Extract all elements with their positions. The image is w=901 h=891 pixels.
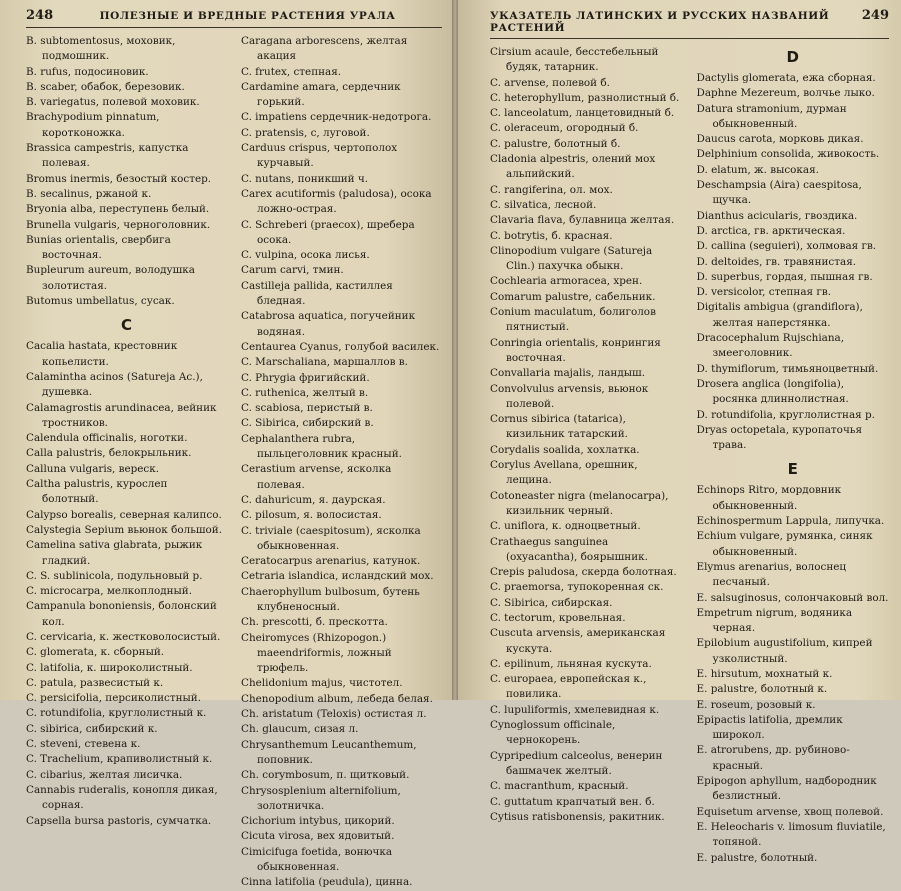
index-entry: E. roseum, розовый к. <box>696 698 816 711</box>
index-entry: Cacalia hastata, крестовник копьелисти. <box>26 340 178 368</box>
index-entry: Cytisus ratisbonensis, ракитник. <box>490 810 665 823</box>
index-entry: C. praemorsa, тупокоренная ск. <box>490 581 664 594</box>
index-entry: Dactylis glomerata, ежа сборная. <box>696 72 876 84</box>
index-entry: E. palustre, болотный. <box>696 851 818 864</box>
index-entry: C. Schreberi (praecox), шребера осока. <box>241 218 415 246</box>
right-running-title: УКАЗАТЕЛЬ ЛАТИНСКИХ И РУССКИХ НАЗВАНИЙ РАСТЕНИЙ <box>490 10 830 34</box>
index-entry: Brassica campestris, капустка полевая. <box>26 142 189 170</box>
index-entry: C. lanceolatum, ланцетовидный б. <box>490 107 675 120</box>
index-entry: Carum carvi, тмин. <box>241 264 344 277</box>
index-entry: Echium vulgare, румянка, синяк обыкновенный. <box>696 530 873 558</box>
index-entry: C. frutex, степная. <box>241 65 342 78</box>
left-columns <box>26 34 442 891</box>
index-entry: C. ruthenica, желтый в. <box>241 386 369 399</box>
index-entry: Bromus inermis, безостый костер. <box>26 172 212 185</box>
index-entry: Cynoglossum officinale, чернокорень. <box>490 719 616 747</box>
index-entry: C. rangiferina, ол. мох. <box>490 183 613 196</box>
index-entry: Dracocephalum Rujschiana, змееголовник. <box>696 332 845 360</box>
index-entry: D. versicolor, степная гв. <box>696 286 832 299</box>
index-entry: D. superbus, гордая, пышная гв. <box>696 270 873 283</box>
right-column-1 <box>490 45 683 866</box>
index-entry: Chaerophyllum bulbosum, бутень клубненосный. <box>241 585 420 613</box>
index-entry: Daucus carota, морковь дикая. <box>696 133 864 146</box>
index-entry: D. callina (seguieri), холмовая гв. <box>696 240 877 253</box>
index-entry: Calla palustris, белокрыльник. <box>26 447 192 460</box>
right-page <box>458 0 901 864</box>
index-entry: E. Heleocharis v. limosum fluviatile, топяной. <box>696 820 886 849</box>
index-entry: C. pratensis, с, луговой. <box>241 126 370 139</box>
index-entry: Cotoneaster nigra (melanocarpa), кизильник черный. <box>490 489 669 517</box>
index-entry: D. elatum, ж. высокая. <box>696 163 819 176</box>
index-entry: D. rotundifolia, круглолистная р. <box>696 408 875 421</box>
left-column-1 <box>26 34 227 891</box>
left-page-number: 248 <box>26 8 54 23</box>
index-entry: Epilobium augustifolium, кипрей узколистный. <box>696 637 873 665</box>
index-entry: Capsella bursa pastoris, сумчатка. <box>26 814 212 827</box>
section-letter-c: C <box>120 316 132 335</box>
index-entry: Cicuta virosa, вех ядовитый. <box>241 830 395 843</box>
index-entry: Caragana arborescens, желтая акация <box>241 35 408 63</box>
index-entry: Cannabis ruderalis, конопля дикая, сорная. <box>26 783 218 812</box>
left-col2-entries <box>241 34 442 891</box>
index-entry: Ceratocarpus arenarius, катунок. <box>241 555 421 568</box>
index-entry: Dianthus acicularis, гвоздика. <box>696 209 858 222</box>
index-entry: Crathaegus sanguinea (oxyacantha), боярышник. <box>490 535 648 563</box>
index-entry: Cerastium arvense, ясколка полевая. <box>241 463 392 491</box>
index-entry: Cochlearia armoracea, хрен. <box>490 275 643 288</box>
index-entry: C. guttatum крапчатый вен. б. <box>490 795 655 808</box>
left-column-2 <box>241 34 442 891</box>
index-entry: Conringia orientalis, конрингия восточная. <box>490 336 661 364</box>
index-entry: C. pilosum, я. волосистая. <box>241 509 382 522</box>
right-columns <box>490 45 889 866</box>
index-entry: C. botrytis, б. красная. <box>490 229 613 242</box>
index-entry: C. rotundifolia, круглолистный к. <box>26 707 207 720</box>
index-entry: C. tectorum, кровельная. <box>490 611 626 624</box>
right-col1-entries <box>490 45 683 825</box>
index-entry: Cypripedium calceolus, венерин башмачек желтый. <box>490 749 663 777</box>
index-entry: B. rufus, подосиновик. <box>26 65 149 78</box>
index-entry: C. dahuricum, я. даурская. <box>241 493 386 506</box>
left-running-title: ПОЛЕЗНЫЕ И ВРЕДНЫЕ РАСТЕНИЯ УРАЛА <box>99 10 396 22</box>
index-entry: C. Sibirica, сибирский в. <box>241 417 374 430</box>
right-page-number: 249 <box>861 8 889 23</box>
index-entry: Crepis paludosa, скерда болотная. <box>490 566 677 579</box>
index-entry: Brachypodium pinnatum, коротконожка. <box>26 111 160 139</box>
index-entry: Castilleja pallida, кастиллея бледная. <box>241 279 393 308</box>
index-entry: C. nutans, поникший ч. <box>241 172 369 185</box>
index-entry: Convolvulus arvensis, вьюнок полевой. <box>490 382 649 410</box>
right-running-head <box>490 8 889 39</box>
index-entry: Conium maculatum, болиголов пятнистый. <box>490 306 656 334</box>
index-entry: D. arctica, гв. арктическая. <box>696 224 846 237</box>
index-entry: Comarum palustre, сабельник. <box>490 290 656 303</box>
index-entry: Chrysosplenium alternifolium, золотничка. <box>241 784 401 812</box>
index-entry: C. Sibirica, сибирская. <box>490 596 613 609</box>
index-entry: C. Phrygia фригийский. <box>241 371 370 384</box>
index-entry: C. steveni, стевена к. <box>26 738 141 751</box>
index-entry: C. epilinum, льняная кускута. <box>490 657 652 670</box>
index-entry: Epipogon aphyllum, надбородник безлистный. <box>696 775 877 803</box>
index-entry: Calamagrostis arundinacea, вейник тростников. <box>26 401 217 429</box>
index-entry: Bupleurum aureum, володушка золотистая. <box>26 264 195 292</box>
index-entry: C. patula, развесистый к. <box>26 676 164 689</box>
index-entry: Cichorium intybus, цикорий. <box>241 815 395 828</box>
index-entry: Delphinium consolida, живокость. <box>696 148 880 161</box>
index-entry: C. latifolia, к. широколистный. <box>26 661 193 674</box>
index-entry: Centaurea Cyanus, голубой василек. <box>241 340 440 353</box>
index-entry: C. europaea, европейская к., повилика. <box>490 673 647 701</box>
index-entry: Echinospermum Lappula, липучка. <box>696 515 885 528</box>
index-entry: C. lupuliformis, хмелевидная к. <box>490 703 660 716</box>
left-col1-entries-c <box>26 339 227 829</box>
index-entry: B. scaber, обабок, березовик. <box>26 80 185 93</box>
index-entry: Cheiromyces (Rhizopogon.) maeendriformis, ложный трюфель. <box>241 631 392 675</box>
index-entry: Ch. corymbosum, п. щитковый. <box>241 769 410 782</box>
index-entry: Cinna latifolia (peudula), цинна. <box>241 876 413 889</box>
index-entry: Cirsium acaule, бесстебельный будяк, татарник. <box>490 46 659 74</box>
index-entry: Echinops Ritro, мордовник обыкновенный. <box>696 484 842 512</box>
section-letter-d: D <box>786 48 799 66</box>
index-entry: Empetrum nigrum, водяника черная. <box>696 606 853 635</box>
index-entry: C. triviale (caespitosum), ясколка обыкновенная. <box>241 524 421 552</box>
index-entry: C. persicifolia, персиколистный. <box>26 692 202 705</box>
index-entry: Campanula bononiensis, болонский кол. <box>26 600 217 628</box>
index-entry: B. subtomentosus, моховик, подмошник. <box>26 35 176 63</box>
index-entry: Caltha palustris, курослеп болотный. <box>26 478 168 506</box>
index-entry: C. heterophyllum, разнолистный б. <box>490 91 680 104</box>
index-entry: C. scabiosa, перистый в. <box>241 402 373 415</box>
index-entry: C. arvense, полевой б. <box>490 76 610 89</box>
index-entry: Chelidonium majus, чистотел. <box>241 677 403 690</box>
index-entry: Cimicifuga foetida, вонючка обыкновенная. <box>241 845 393 874</box>
index-entry: Carex acutiformis (paludosa), осока ложно-острая. <box>241 187 432 216</box>
index-entry: Ch. glaucum, сизая л. <box>241 723 359 736</box>
index-entry: D. thymiflorum, тимьяноцветный. <box>696 362 879 375</box>
index-entry: E. salsuginosus, солончаковый вол. <box>696 591 889 604</box>
index-entry: Bunias orientalis, свербига восточная. <box>26 233 171 262</box>
index-entry: Calamintha acinos (Satureja Ac.), душевка. <box>26 370 203 399</box>
index-entry: C. uniflora, к. одноцветный. <box>490 520 641 533</box>
index-entry: Dryas octopetala, куропаточья трава. <box>696 423 863 452</box>
index-entry: Cornus sibirica (tatarica), кизильник татарский. <box>490 413 628 441</box>
index-entry: C. Marschaliana, маршаллов в. <box>241 356 408 369</box>
index-entry: Digitalis ambigua (grandiflora), желтая наперстянка. <box>696 301 863 329</box>
index-entry: Calluna vulgaris, вереск. <box>26 462 160 475</box>
index-entry: Catabrosa aquatica, погучейник водяная. <box>241 310 416 338</box>
index-entry: E. palustre, болотный к. <box>696 683 828 696</box>
left-col1-entries-b <box>26 34 227 309</box>
index-entry: Cephalanthera rubra, пыльцеголовник красный. <box>241 432 402 461</box>
index-entry: Calypso borealis, северная калипсо. <box>26 508 222 521</box>
index-entry: Cardamine amara, сердечник горький. <box>241 80 401 109</box>
index-entry: Daphne Mezereum, волчье лыко. <box>696 87 875 100</box>
index-entry: Brunella vulgaris, черноголовник. <box>26 218 211 231</box>
index-entry: D. deltoides, гв. травянистая. <box>696 255 857 268</box>
section-letter-e: E <box>787 460 798 479</box>
index-entry: Cetraria islandica, исландский мох. <box>241 570 434 583</box>
index-entry: Carduus crispus, чертополох курчавый. <box>241 142 398 170</box>
index-entry: C. cibarius, желтая лисичка. <box>26 768 183 781</box>
index-entry: Calystegia Sepium вьюнок большой. <box>26 523 223 536</box>
index-entry: Chrysanthemum Leucanthemum, поповник. <box>241 738 417 766</box>
index-entry: C. S. sublinicola, подульновый р. <box>26 569 203 582</box>
index-entry: Clavaria flava, булавница желтая. <box>490 214 675 227</box>
index-entry: Clinopodium vulgare (Satureja Clin.) пахучка обыкн. <box>490 244 653 273</box>
index-entry: Cuscuta arvensis, американская кускута. <box>490 627 666 655</box>
index-entry: Epipactis latifolia, дремлик широкол. <box>696 713 843 742</box>
index-entry: C. palustre, болотный б. <box>490 137 621 150</box>
index-entry: Bryonia alba, переступень белый. <box>26 203 210 216</box>
index-entry: Corydalis soalida, хохлатка. <box>490 443 640 456</box>
index-entry: C. sibirica, сибирский к. <box>26 722 158 735</box>
index-entry: B. secalinus, ржаной к. <box>26 187 152 200</box>
index-entry: C. Trachelium, крапиволистный к. <box>26 753 213 766</box>
index-entry: C. impatiens сердечник-недотрога. <box>241 111 432 124</box>
index-entry: Datura stramonium, дурман обыкновенный. <box>696 102 847 130</box>
index-entry: Corylus Avellana, орешник, лещина. <box>490 459 638 487</box>
left-running-head <box>26 8 442 28</box>
index-entry: E. atrorubens, др. рубиново-красный. <box>696 744 850 772</box>
index-entry: Chenopodium album, лебеда белая. <box>241 692 433 705</box>
index-entry: Ch. prescotti, б. прескотта. <box>241 616 388 629</box>
index-entry: E. hirsutum, мохнатый к. <box>696 667 833 680</box>
index-entry: C. cervicaria, к. жестковолосистый. <box>26 630 221 643</box>
index-entry: Convallaria majalis, ландыш. <box>490 367 645 380</box>
index-entry: C. silvatica, лесной. <box>490 198 597 211</box>
index-entry: C. microcarpa, мелкоплодный. <box>26 585 193 598</box>
right-col2-entries-e <box>697 483 890 865</box>
index-entry: B. variegatus, полевой моховик. <box>26 96 200 109</box>
index-entry: Butomus umbellatus, сусак. <box>26 295 175 308</box>
right-column-2 <box>697 45 890 866</box>
index-entry: Calendula officinalis, ноготки. <box>26 432 188 445</box>
index-entry: Ch. aristatum (Teloxis) остистая л. <box>241 708 427 721</box>
index-entry: C. vulpina, осока лисья. <box>241 249 370 262</box>
index-entry: C. glomerata, к. сборный. <box>26 646 165 659</box>
index-entry: Drosera anglica (longifolia), росянка длиннолистная. <box>696 377 849 406</box>
right-col2-entries-d <box>697 71 890 453</box>
index-entry: C. oleraceum, огородный б. <box>490 122 639 135</box>
index-entry: C. macranthum, красный. <box>490 780 629 793</box>
index-entry: Elymus arenarius, волоснец песчаный. <box>696 560 847 589</box>
index-entry: Camelina sativa glabrata, рыжик гладкий. <box>26 539 203 567</box>
index-entry: Cladonia alpestris, олений мох альпийский. <box>490 153 656 181</box>
index-entry: Deschampsia (Aira) caespitosa, щучка. <box>696 179 862 207</box>
index-entry: Equisetum arvense, хвощ полевой. <box>696 805 884 818</box>
